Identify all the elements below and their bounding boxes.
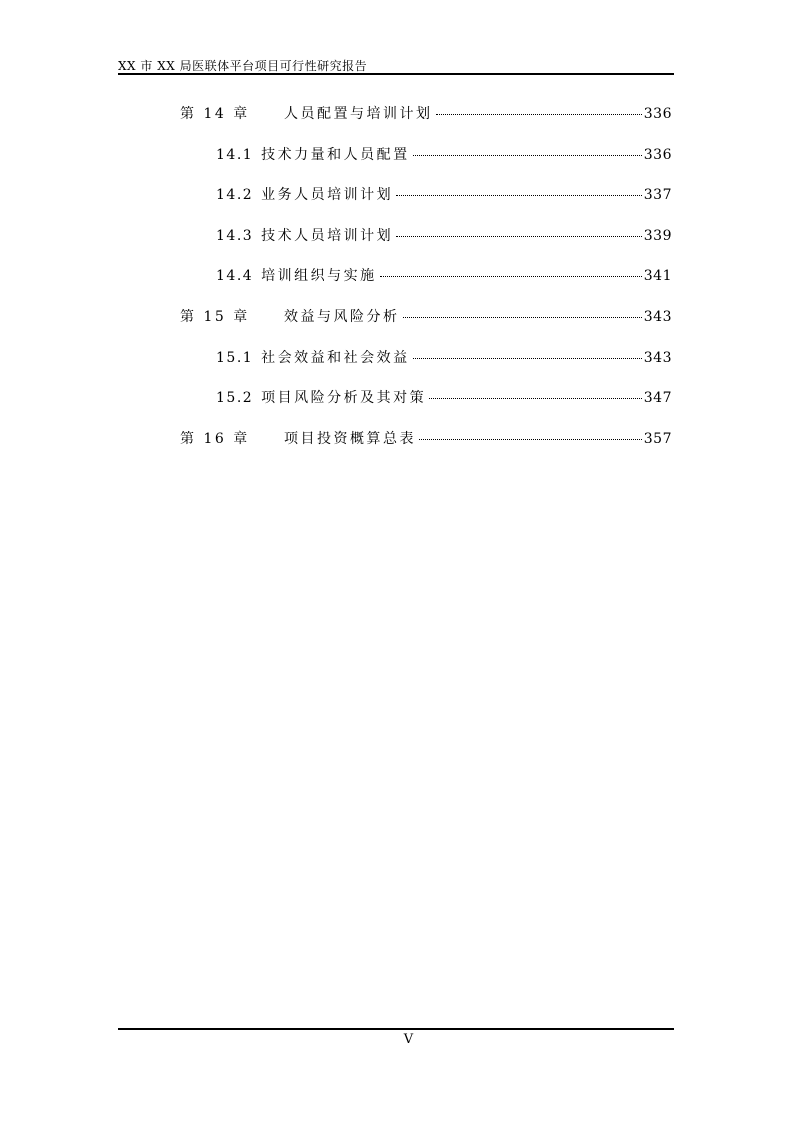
toc-dot-leader xyxy=(429,398,642,399)
toc-entry-page: 336 xyxy=(643,106,672,122)
toc-entry-title: 技术人员培训计划 xyxy=(261,228,394,244)
toc-section-14-2[interactable] xyxy=(216,184,672,204)
toc-entry-page: 341 xyxy=(643,268,672,284)
footer-page-number: V xyxy=(403,1032,414,1047)
toc-entry-page: 347 xyxy=(643,390,672,406)
toc-entry-number: 第 15 章 xyxy=(180,309,250,325)
toc-section-15-2[interactable] xyxy=(216,387,672,407)
toc-dot-leader xyxy=(419,439,642,440)
toc-entry-number: 14.4 xyxy=(216,268,254,284)
toc-entry-page: 357 xyxy=(643,431,672,447)
toc-entry-number: 15.2 xyxy=(216,390,254,406)
toc-dot-leader xyxy=(436,114,642,115)
toc-dot-leader xyxy=(380,276,642,277)
toc-section-14-1[interactable] xyxy=(216,144,672,164)
toc-entry-page: 337 xyxy=(643,187,672,203)
toc-section-14-3[interactable] xyxy=(216,225,672,245)
toc-entry-title: 社会效益和社会效益 xyxy=(261,350,410,366)
toc-chapter-14[interactable] xyxy=(180,103,672,123)
toc-entry-page: 336 xyxy=(643,147,672,163)
toc-entry-number: 第 16 章 xyxy=(180,431,250,447)
toc-entry-number: 第 14 章 xyxy=(180,106,250,122)
header-rule xyxy=(118,73,674,75)
toc-section-14-4[interactable] xyxy=(216,265,672,285)
footer-rule xyxy=(118,1028,674,1030)
toc-entry-title: 培训组织与实施 xyxy=(261,268,377,284)
running-header-title: XX 市 XX 局医联体平台项目可行性研究报告 xyxy=(118,59,368,73)
toc-entry-title: 效益与风险分析 xyxy=(284,309,400,325)
toc-entry-title: 技术力量和人员配置 xyxy=(261,147,410,163)
toc-section-15-1[interactable] xyxy=(216,347,672,367)
toc-chapter-16[interactable] xyxy=(180,428,672,448)
toc-dot-leader xyxy=(396,236,642,237)
toc-entry-title: 项目风险分析及其对策 xyxy=(261,390,427,406)
toc-dot-leader xyxy=(413,358,642,359)
toc-dot-leader xyxy=(413,155,642,156)
toc-entry-title: 业务人员培训计划 xyxy=(261,187,394,203)
toc-entry-page: 339 xyxy=(643,228,672,244)
toc-entry-number: 15.1 xyxy=(216,350,254,366)
toc-entry-page: 343 xyxy=(643,309,672,325)
toc-entry-title: 人员配置与培训计划 xyxy=(284,106,433,122)
toc-entry-number: 14.2 xyxy=(216,187,254,203)
toc-chapter-15[interactable] xyxy=(180,306,672,326)
toc-dot-leader xyxy=(396,195,642,196)
toc-entry-number: 14.3 xyxy=(216,228,254,244)
toc-entry-page: 343 xyxy=(643,350,672,366)
toc-entry-title: 项目投资概算总表 xyxy=(284,431,416,447)
toc-entry-number: 14.1 xyxy=(216,147,254,163)
toc-dot-leader xyxy=(403,317,642,318)
